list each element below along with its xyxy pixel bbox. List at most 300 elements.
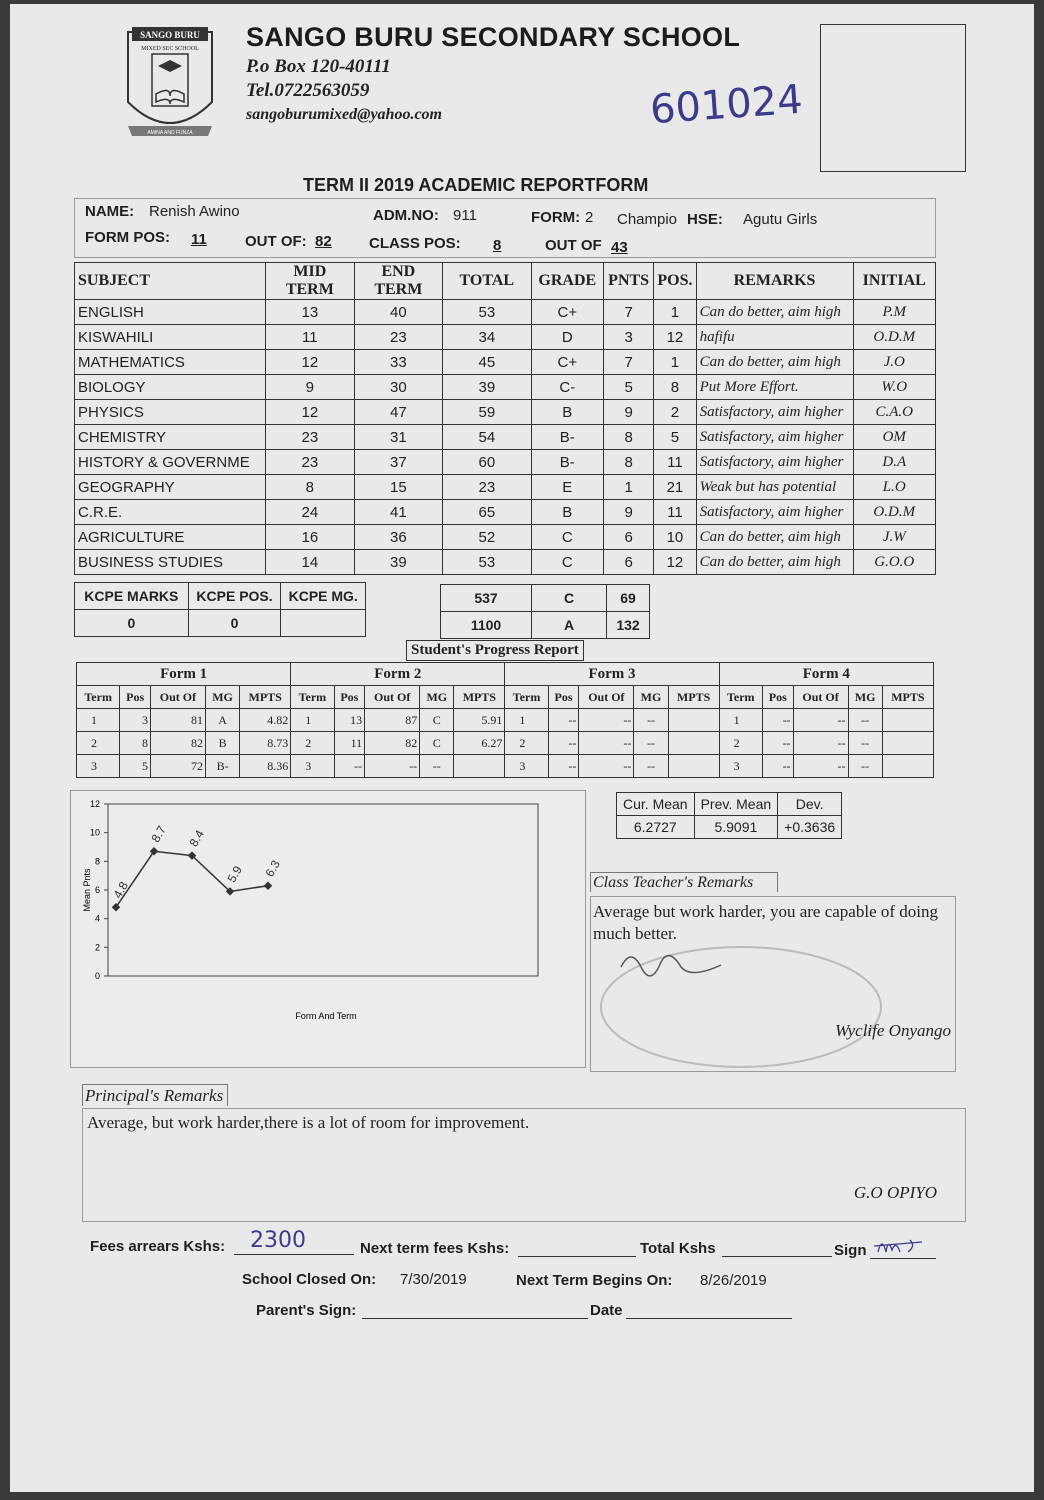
total-points: 69 <box>607 585 650 612</box>
kcpe-marks: 0 <box>75 610 189 637</box>
cell-initial: O.D.M <box>853 325 936 350</box>
progress-cell: -- <box>793 732 848 755</box>
cell-pos: 11 <box>654 450 696 475</box>
student-name: Renish Awino <box>149 203 240 220</box>
cell-grade: D <box>531 325 603 350</box>
kcpe-marks-header: KCPE MARKS <box>75 583 189 610</box>
cell-remark: Satisfactory, aim higher <box>696 500 853 525</box>
progress-title: Student's Progress Report <box>406 640 584 661</box>
mean-points-chart <box>70 790 586 1068</box>
cell-mid: 23 <box>266 450 355 475</box>
cell-mid: 14 <box>266 550 355 575</box>
principal-box <box>82 1108 966 1222</box>
cell-grade: C <box>531 525 603 550</box>
fees-arrears-value: 2300 <box>250 1228 306 1253</box>
cell-initial: J.W <box>853 525 936 550</box>
progress-col-header: Term <box>291 686 334 709</box>
parent-sign-line <box>362 1318 588 1319</box>
next-fees-label: Next term fees Kshs: <box>360 1240 510 1257</box>
progress-cell: 72 <box>150 755 205 778</box>
progress-cell: -- <box>420 755 454 778</box>
progress-cell: -- <box>634 755 668 778</box>
cell-total: 34 <box>443 325 532 350</box>
progress-col-header: Out Of <box>150 686 205 709</box>
sign-line <box>870 1258 936 1259</box>
progress-cell: -- <box>793 755 848 778</box>
progress-cell: 82 <box>150 732 205 755</box>
cell-pnts: 6 <box>603 550 653 575</box>
cell-pos: 12 <box>654 550 696 575</box>
subject-row <box>75 475 936 500</box>
cell-mid: 12 <box>266 400 355 425</box>
progress-cell: 4.82 <box>240 709 291 732</box>
cell-mid: 11 <box>266 325 355 350</box>
progress-table <box>76 662 934 778</box>
cur-mean: 6.2727 <box>617 816 695 839</box>
progress-cell: -- <box>848 732 882 755</box>
progress-col-header: MPTS <box>240 686 291 709</box>
progress-cell <box>668 755 719 778</box>
cell-pnts: 8 <box>603 425 653 450</box>
class-teacher-box <box>590 896 956 1072</box>
progress-cell: C <box>420 732 454 755</box>
total-marks: 537 <box>441 585 532 612</box>
cell-subject: C.R.E. <box>75 500 266 525</box>
progress-cell: -- <box>634 732 668 755</box>
progress-cell: -- <box>548 732 579 755</box>
cell-grade: B- <box>531 425 603 450</box>
cell-pos: 2 <box>654 400 696 425</box>
progress-form-header: Form 2 <box>291 663 505 686</box>
subject-row <box>75 400 936 425</box>
progress-cell: 81 <box>150 709 205 732</box>
progress-cell <box>882 709 933 732</box>
logo-sub-text: MIXED SEC SCHOOL <box>141 46 199 52</box>
cell-subject: KISWAHILI <box>75 325 266 350</box>
cell-grade: C- <box>531 375 603 400</box>
cell-grade: B <box>531 500 603 525</box>
cell-end: 39 <box>354 550 443 575</box>
cell-pnts: 6 <box>603 525 653 550</box>
y-tick-label: 10 <box>89 827 100 838</box>
marks-col-header: PNTS <box>603 263 653 300</box>
begins-date: 8/26/2019 <box>700 1272 767 1289</box>
marks-col-header: END TERM <box>354 263 443 300</box>
form-pos: 11 <box>191 231 207 248</box>
cell-total: 45 <box>443 350 532 375</box>
date-label: Date <box>590 1302 623 1319</box>
marks-col-header: TOTAL <box>443 263 532 300</box>
cell-initial: C.A.O <box>853 400 936 425</box>
signature-scribble <box>872 1234 928 1258</box>
cell-pos: 21 <box>654 475 696 500</box>
cell-initial: OM <box>853 425 936 450</box>
data-label: 8.7 <box>148 823 169 845</box>
progress-cell: 8.73 <box>240 732 291 755</box>
email: sangoburumixed@yahoo.com <box>246 106 442 123</box>
cell-end: 47 <box>354 400 443 425</box>
outof-label-2: OUT OF <box>545 237 602 254</box>
subject-row <box>75 550 936 575</box>
progress-cell: -- <box>579 709 634 732</box>
dev-header: Dev. <box>778 793 842 816</box>
progress-cell: -- <box>762 755 793 778</box>
cell-subject: MATHEMATICS <box>75 350 266 375</box>
cell-subject: BUSINESS STUDIES <box>75 550 266 575</box>
progress-cell: -- <box>579 732 634 755</box>
sign-label: Sign <box>834 1242 867 1259</box>
y-tick-label: 6 <box>94 885 100 895</box>
cell-pnts: 1 <box>603 475 653 500</box>
cell-end: 23 <box>354 325 443 350</box>
cell-remark: Weak but has potential <box>696 475 853 500</box>
marks-col-header: POS. <box>654 263 696 300</box>
marks-header-row <box>75 263 936 300</box>
total-grade: C <box>532 585 607 612</box>
adm-no: 911 <box>453 207 477 224</box>
cell-total: 60 <box>443 450 532 475</box>
classpos-label: CLASS POS: <box>369 235 461 252</box>
outof-1: 82 <box>315 233 332 250</box>
progress-cell: 3 <box>719 755 762 778</box>
cell-remark: hafifu <box>696 325 853 350</box>
progress-col-header: MG <box>848 686 882 709</box>
formpos-label: FORM POS: <box>85 229 170 246</box>
kcpe-pos: 0 <box>188 610 281 637</box>
progress-row <box>77 755 934 778</box>
cell-total: 52 <box>443 525 532 550</box>
cell-initial: P.M <box>853 300 936 325</box>
progress-cell: C <box>420 709 454 732</box>
total-kshs-line <box>722 1256 832 1257</box>
cell-mid: 9 <box>266 375 355 400</box>
cell-subject: BIOLOGY <box>75 375 266 400</box>
progress-cell <box>668 732 719 755</box>
y-tick-label: 2 <box>94 942 100 953</box>
cell-subject: CHEMISTRY <box>75 425 266 450</box>
data-label: 8.4 <box>186 827 207 850</box>
form-label: FORM: <box>531 209 581 226</box>
cell-total: 65 <box>443 500 532 525</box>
subject-row <box>75 450 936 475</box>
parent-sign-label: Parent's Sign: <box>256 1302 357 1319</box>
progress-form-row <box>77 663 934 686</box>
progress-col-header: MG <box>420 686 454 709</box>
progress-col-header: MPTS <box>882 686 933 709</box>
progress-cell <box>882 732 933 755</box>
progress-cell: -- <box>579 755 634 778</box>
progress-cell: 1 <box>719 709 762 732</box>
cell-mid: 24 <box>266 500 355 525</box>
progress-cell: 3 <box>77 755 120 778</box>
cell-pnts: 3 <box>603 325 653 350</box>
progress-cell: 2 <box>77 732 120 755</box>
marks-table <box>74 262 936 575</box>
cell-pos: 5 <box>654 425 696 450</box>
cell-pos: 1 <box>654 300 696 325</box>
cell-pos: 10 <box>654 525 696 550</box>
cell-mid: 13 <box>266 300 355 325</box>
y-tick-label: 8 <box>94 856 100 867</box>
closed-label: School Closed On: <box>242 1271 377 1288</box>
progress-col-header: Out Of <box>579 686 634 709</box>
progress-cell: 82 <box>365 732 420 755</box>
class-teacher-remark: Average but work harder, you are capable of doing much better. <box>593 902 938 943</box>
cell-initial: D.A <box>853 450 936 475</box>
progress-cell: -- <box>793 709 848 732</box>
cell-total: 39 <box>443 375 532 400</box>
progress-cell: -- <box>548 755 579 778</box>
subject-row <box>75 300 936 325</box>
stream: Champio <box>617 211 678 228</box>
progress-cell: 1 <box>505 709 548 732</box>
marks-col-header: GRADE <box>531 263 603 300</box>
progress-cell: -- <box>848 755 882 778</box>
outof-label-1: OUT OF: <box>245 233 307 250</box>
progress-cell: -- <box>334 755 365 778</box>
cell-remark: Satisfactory, aim higher <box>696 450 853 475</box>
progress-cell <box>454 755 505 778</box>
form-value: 2 <box>585 209 594 226</box>
class-teacher-label: Class Teacher's Remarks <box>590 872 778 892</box>
begins-label: Next Term Begins On: <box>516 1272 673 1289</box>
progress-cell: 1 <box>291 709 334 732</box>
data-label: 6.3 <box>262 857 283 880</box>
principal-remark: Average, but work harder,there is a lot of room for improvement. <box>87 1113 530 1132</box>
class-pos: 8 <box>493 237 502 254</box>
school-stamp <box>591 937 955 1071</box>
principal-label: Principal's Remarks <box>82 1084 228 1106</box>
progress-cell: -- <box>762 732 793 755</box>
closed-date: 7/30/2019 <box>400 1271 467 1288</box>
progress-cell: 3 <box>291 755 334 778</box>
kcpe-mg <box>281 610 366 637</box>
cell-subject: HISTORY & GOVERNME <box>75 450 266 475</box>
max-marks: 1100 <box>441 612 532 639</box>
cell-end: 31 <box>354 425 443 450</box>
progress-cell: 2 <box>719 732 762 755</box>
subject-row <box>75 350 936 375</box>
next-fees-line <box>518 1256 636 1257</box>
outof-2: 43 <box>611 239 628 256</box>
cell-remark: Satisfactory, aim higher <box>696 425 853 450</box>
fees-arrears-line <box>234 1254 354 1255</box>
progress-cell: -- <box>548 709 579 732</box>
kcpe-table <box>74 582 366 637</box>
progress-cell: 11 <box>334 732 365 755</box>
cell-total: 53 <box>443 550 532 575</box>
cell-pos: 11 <box>654 500 696 525</box>
marks-col-header: MID TERM <box>266 263 355 300</box>
max-points: 132 <box>607 612 650 639</box>
cell-remark: Satisfactory, aim higher <box>696 400 853 425</box>
progress-cell <box>882 755 933 778</box>
data-label: 5.9 <box>224 863 245 885</box>
cell-grade: C+ <box>531 300 603 325</box>
progress-cell: -- <box>634 709 668 732</box>
progress-cell: 13 <box>334 709 365 732</box>
cur-mean-header: Cur. Mean <box>617 793 695 816</box>
logo-motto: AMINA AND FUNZA <box>147 130 193 136</box>
progress-cell: 8.36 <box>240 755 291 778</box>
telephone: Tel.0722563059 <box>246 80 370 101</box>
y-tick-label: 4 <box>94 913 100 924</box>
progress-row <box>77 709 934 732</box>
cell-initial: J.O <box>853 350 936 375</box>
progress-form-header: Form 3 <box>505 663 719 686</box>
progress-form-header: Form 4 <box>719 663 933 686</box>
cell-pos: 1 <box>654 350 696 375</box>
cell-subject: GEOGRAPHY <box>75 475 266 500</box>
progress-cell: 5 <box>120 755 151 778</box>
cell-pos: 12 <box>654 325 696 350</box>
cell-total: 23 <box>443 475 532 500</box>
progress-col-header: Pos <box>762 686 793 709</box>
cell-remark: Can do better, aim high <box>696 550 853 575</box>
progress-cell: 3 <box>120 709 151 732</box>
cell-total: 53 <box>443 300 532 325</box>
marks-col-header: SUBJECT <box>75 263 266 300</box>
data-label: 4.8 <box>110 879 131 901</box>
progress-cell: 8 <box>120 732 151 755</box>
progress-form-header: Form 1 <box>77 663 291 686</box>
student-info-box <box>74 198 936 258</box>
progress-cell: 2 <box>505 732 548 755</box>
cell-subject: AGRICULTURE <box>75 525 266 550</box>
cell-pnts: 9 <box>603 400 653 425</box>
progress-col-header: MG <box>634 686 668 709</box>
cell-mid: 12 <box>266 350 355 375</box>
progress-cell: -- <box>365 755 420 778</box>
cell-pos: 8 <box>654 375 696 400</box>
prev-mean: 5.9091 <box>694 816 778 839</box>
cell-initial: L.O <box>853 475 936 500</box>
cell-grade: B- <box>531 450 603 475</box>
subject-row <box>75 325 936 350</box>
cell-grade: C+ <box>531 350 603 375</box>
kcpe-pos-header: KCPE POS. <box>188 583 281 610</box>
cell-initial: G.O.O <box>853 550 936 575</box>
y-tick-label: 12 <box>89 799 100 809</box>
progress-col-header: MPTS <box>454 686 505 709</box>
prev-mean-header: Prev. Mean <box>694 793 778 816</box>
subject-row <box>75 525 936 550</box>
chart-ylabel: Mean Pnts <box>82 868 92 912</box>
cell-initial: W.O <box>853 375 936 400</box>
report-title: TERM II 2019 ACADEMIC REPORTFORM <box>303 175 649 195</box>
dev-value: +0.3636 <box>778 816 842 839</box>
cell-initial: O.D.M <box>853 500 936 525</box>
logo-top-text: SANGO BURU <box>140 30 200 40</box>
progress-col-header: Out Of <box>793 686 848 709</box>
class-teacher-name: Wyclife Onyango <box>835 1021 951 1040</box>
cell-total: 59 <box>443 400 532 425</box>
progress-cell: -- <box>848 709 882 732</box>
cell-end: 41 <box>354 500 443 525</box>
cell-mid: 16 <box>266 525 355 550</box>
cell-remark: Put More Effort. <box>696 375 853 400</box>
po-box: P.o Box 120-40111 <box>246 56 391 77</box>
progress-col-header: MPTS <box>668 686 719 709</box>
cell-end: 30 <box>354 375 443 400</box>
total-kshs-label: Total Kshs <box>640 1240 716 1257</box>
y-tick-label: 0 <box>94 971 100 981</box>
cell-grade: E <box>531 475 603 500</box>
progress-cell: 3 <box>505 755 548 778</box>
progress-cell: 87 <box>365 709 420 732</box>
progress-col-header: Term <box>77 686 120 709</box>
date-line <box>626 1318 792 1319</box>
max-grade: A <box>532 612 607 639</box>
progress-col-header: Pos <box>548 686 579 709</box>
school-name: SANGO BURU SECONDARY SCHOOL <box>246 22 741 52</box>
progress-cell: 5.91 <box>454 709 505 732</box>
cell-end: 36 <box>354 525 443 550</box>
progress-cell: -- <box>762 709 793 732</box>
cell-pnts: 7 <box>603 350 653 375</box>
totals-table <box>440 584 650 639</box>
progress-col-header: MG <box>205 686 239 709</box>
cell-end: 40 <box>354 300 443 325</box>
progress-cell: 2 <box>291 732 334 755</box>
cell-remark: Can do better, aim high <box>696 350 853 375</box>
progress-col-row <box>77 686 934 709</box>
photo-box <box>820 24 966 172</box>
house: Agutu Girls <box>743 211 818 228</box>
name-label: NAME: <box>85 203 135 220</box>
cell-pnts: 7 <box>603 300 653 325</box>
school-logo <box>122 24 218 148</box>
progress-cell: B <box>205 732 239 755</box>
cell-subject: PHYSICS <box>75 400 266 425</box>
principal-name: G.O OPIYO <box>853 1183 937 1202</box>
subject-row <box>75 375 936 400</box>
progress-col-header: Out Of <box>365 686 420 709</box>
progress-col-header: Term <box>505 686 548 709</box>
progress-col-header: Pos <box>334 686 365 709</box>
hse-label: HSE: <box>687 211 723 228</box>
subject-row <box>75 500 936 525</box>
cell-total: 54 <box>443 425 532 450</box>
adm-label: ADM.NO: <box>373 207 439 224</box>
cell-remark: Can do better, aim high <box>696 525 853 550</box>
cell-subject: ENGLISH <box>75 300 266 325</box>
cell-pnts: 8 <box>603 450 653 475</box>
subject-row <box>75 425 936 450</box>
cell-pnts: 5 <box>603 375 653 400</box>
fees-arrears-label: Fees arrears Kshs: <box>90 1238 226 1255</box>
progress-cell <box>668 709 719 732</box>
cell-grade: C <box>531 550 603 575</box>
progress-cell: B- <box>205 755 239 778</box>
marks-col-header: INITIAL <box>853 263 936 300</box>
progress-cell: 1 <box>77 709 120 732</box>
cell-mid: 23 <box>266 425 355 450</box>
cell-end: 33 <box>354 350 443 375</box>
marks-col-header: REMARKS <box>696 263 853 300</box>
progress-col-header: Term <box>719 686 762 709</box>
progress-cell: 6.27 <box>454 732 505 755</box>
cell-grade: B <box>531 400 603 425</box>
cell-end: 15 <box>354 475 443 500</box>
cell-end: 37 <box>354 450 443 475</box>
kcpe-mg-header: KCPE MG. <box>281 583 366 610</box>
cell-mid: 8 <box>266 475 355 500</box>
cell-remark: Can do better, aim high <box>696 300 853 325</box>
progress-row <box>77 732 934 755</box>
handwritten-number: 601024 <box>648 76 805 134</box>
progress-cell: A <box>205 709 239 732</box>
